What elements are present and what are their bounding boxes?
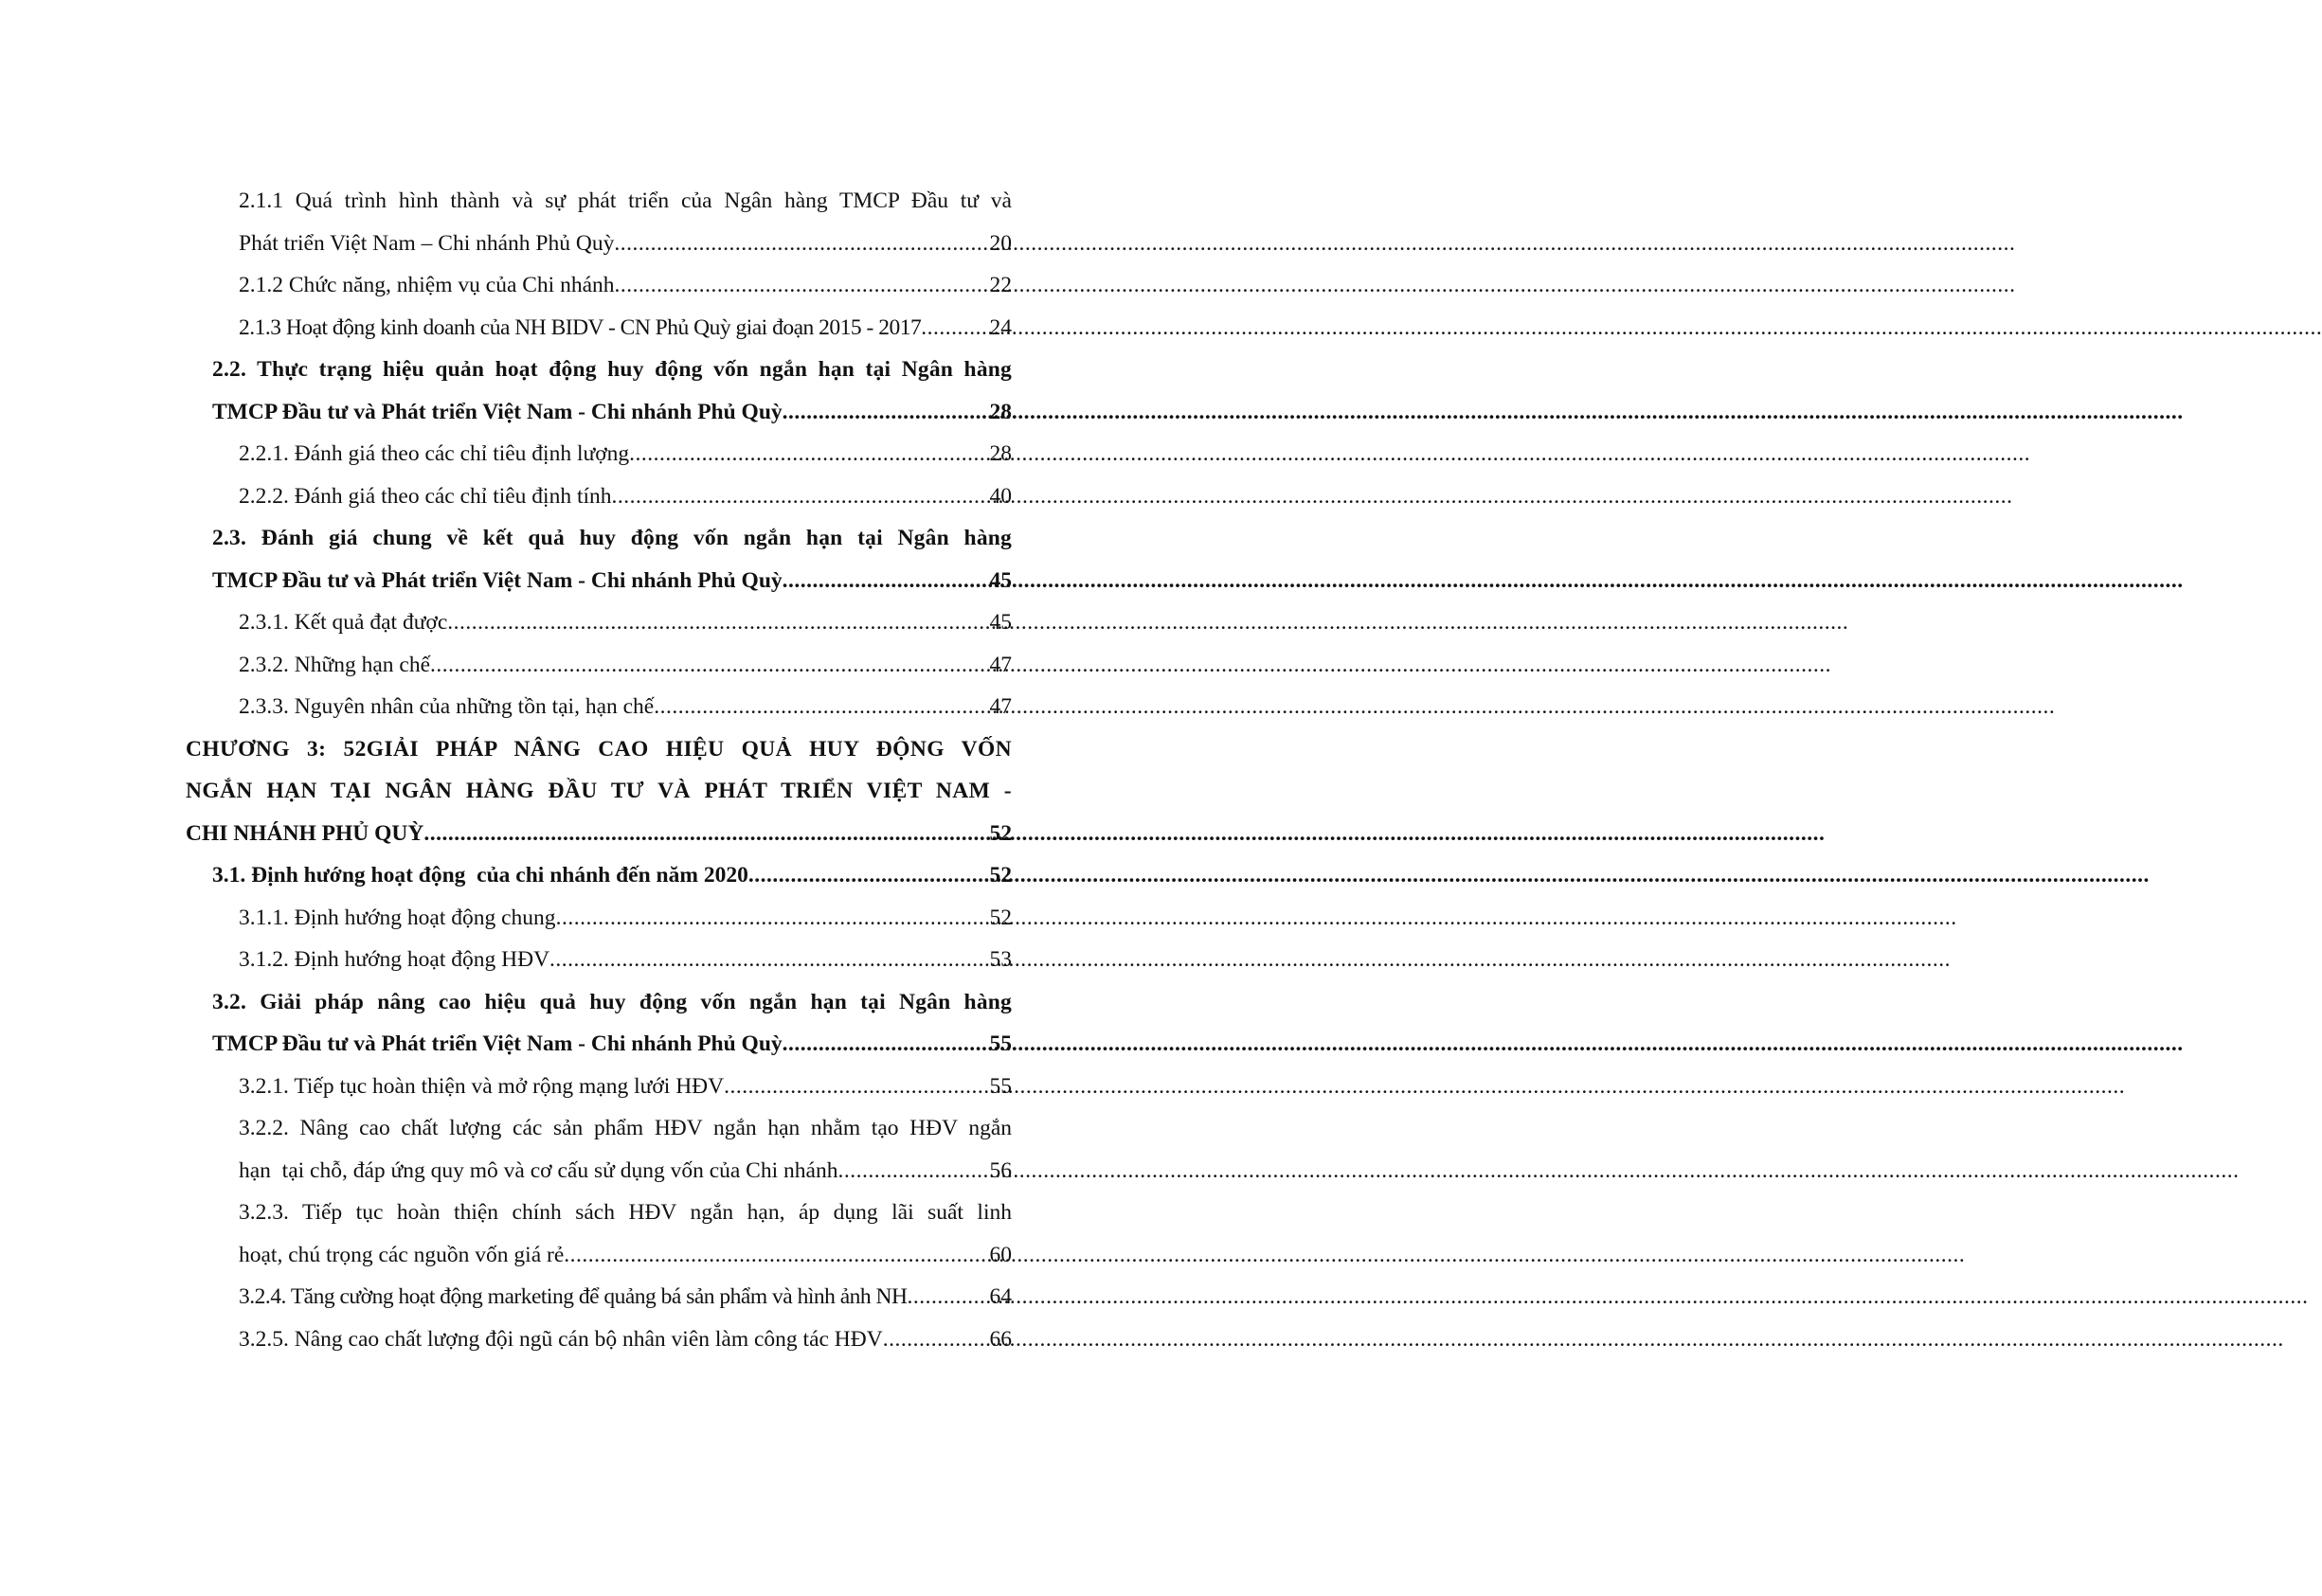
dot-leader [423,813,989,855]
page-number: 45 [989,610,1012,635]
dot-leader [614,223,989,265]
dot-leader [564,1234,989,1277]
toc-entry-3-1[interactable] [186,854,1012,897]
toc-entry-text: 2.3.2. Những hạn chế [239,652,430,677]
toc-entry-text: NGẮN HẠN TẠI NGÂN HÀNG ĐẦU TƯ VÀ PHÁT TRIỂN VIỆT NAM - [186,779,1012,803]
dot-leader [629,433,989,475]
toc-entry-text: TMCP Đầu tư và Phát triển Việt Nam - Chi nhánh Phủ Quỳ [212,1031,783,1056]
toc-entry-text: 2.2.1. Đánh giá theo các chỉ tiêu định lượng [239,441,630,466]
page-number: 28 [989,441,1012,466]
toc-entry-text: hạn tại chỗ, đáp ứng quy mô và cơ cấu sử dụng vốn của Chi nhánh [239,1157,838,1183]
dot-leader [724,1066,989,1108]
page-number: 22 [989,273,1012,297]
toc-entry-2-1-1[interactable] [186,180,1012,264]
toc-entry-text: 3.2.2. Nâng cao chất lượng các sản phẩm HĐV ngắn hạn nhằm tạo HĐV ngắn [239,1116,1012,1140]
toc-entry-text: 3.2.5. Nâng cao chất lượng đội ngũ cán bộ nhân viên làm công tác HĐV [239,1326,883,1352]
toc-entry-text: 2.1.3 Hoạt động kinh doanh của NH BIDV - CN Phủ Quỳ giai đoạn 2015 - 2017 [239,314,922,340]
table-of-contents [186,180,1012,1360]
toc-entry-3-2-3[interactable] [186,1192,1012,1276]
dot-leader [783,391,990,434]
page-number: 52 [989,905,1012,930]
page-number: 24 [989,314,1012,340]
toc-entry-text: 2.1.1 Quá trình hình thành và sự phát triển của Ngân hàng TMCP Đầu tư và [239,188,1012,213]
dot-leader [615,264,990,307]
toc-entry-text: 3.2.3. Tiếp tục hoàn thiện chính sách HĐV ngắn hạn, áp dụng lãi suất linh [239,1200,1012,1225]
toc-entry-text: Phát triển Việt Nam – Chi nhánh Phủ Quỳ [239,230,615,256]
toc-entry-text: TMCP Đầu tư và Phát triển Việt Nam - Chi nhánh Phủ Quỳ [212,399,783,424]
page-number: 40 [989,483,1012,509]
page-number: 20 [989,230,1012,256]
page-number: 45 [989,567,1012,593]
toc-entry-3-2-2[interactable] [186,1107,1012,1192]
toc-entry-text: 3.2.1. Tiếp tục hoàn thiện và mở rộng mạng lưới HĐV [239,1073,725,1099]
dot-leader [883,1318,990,1361]
dot-leader [837,1150,989,1193]
toc-entry-3-2-4[interactable] [186,1276,1012,1318]
dot-leader [783,560,990,602]
toc-entry-2-3-2[interactable] [186,644,1012,687]
toc-entry-2-3-3[interactable] [186,686,1012,728]
toc-entry-chapter-3[interactable] [186,728,1012,855]
toc-entry-3-2[interactable] [186,981,1012,1066]
dot-leader [556,897,990,940]
toc-entry-2-2-1[interactable] [186,433,1012,475]
toc-entry-3-1-1[interactable] [186,897,1012,940]
page-number: 60 [989,1242,1012,1267]
toc-entry-2-3-1[interactable] [186,601,1012,644]
toc-entry-text: 3.1. Định hướng hoạt động của chi nhánh đến năm 2020 [212,863,748,888]
toc-entry-text: hoạt, chú trọng các nguồn vốn giá rẻ [239,1242,565,1267]
toc-entry-text: 3.2. Giải pháp nâng cao hiệu quả huy động vốn ngắn hạn tại Ngân hàng [212,989,1012,1014]
toc-entry-2-2-2[interactable] [186,475,1012,518]
dot-leader [748,854,990,897]
toc-entry-2-1-3[interactable] [186,307,1012,350]
page-number: 55 [989,1031,1012,1056]
toc-entry-2-2[interactable] [186,349,1012,433]
dot-leader [612,475,990,518]
dot-leader [907,1276,989,1318]
toc-entry-3-2-5[interactable] [186,1318,1012,1361]
page-number: 56 [989,1157,1012,1183]
page-number: 55 [989,1073,1012,1099]
toc-entry-3-2-1[interactable] [186,1066,1012,1108]
toc-entry-text: 3.2.4. Tăng cường hoạt động marketing để quảng bá sản phẩm và hình ảnh NH [239,1284,908,1309]
toc-entry-text: CHƯƠNG 3: 52GIẢI PHÁP NÂNG CAO HIỆU QUẢ HUY ĐỘNG VỐN [186,736,1012,762]
toc-entry-text: 2.2. Thực trạng hiệu quản hoạt động huy động vốn ngắn hạn tại Ngân hàng [212,357,1012,382]
page-number: 28 [989,399,1012,424]
dot-leader [549,939,989,981]
toc-entry-text: CHI NHÁNH PHỦ QUỲ [186,820,424,846]
toc-entry-text: 2.3. Đánh giá chung về kết quả huy động vốn ngắn hạn tại Ngân hàng [212,526,1012,550]
page-number: 47 [989,694,1012,719]
toc-entry-2-1-2[interactable] [186,264,1012,307]
toc-entry-text: 2.2.2. Đánh giá theo các chỉ tiêu định tính [239,483,612,509]
toc-entry-text: 3.1.1. Định hướng hoạt động chung [239,905,556,930]
toc-entry-text: 2.3.3. Nguyên nhân của những tồn tại, hạn chế [239,694,655,719]
dot-leader [783,1023,990,1066]
toc-entry-text: 2.3.1. Kết quả đạt được [239,610,448,635]
dot-leader [654,686,989,728]
page-number: 52 [989,863,1012,888]
toc-entry-3-1-2[interactable] [186,939,1012,981]
toc-entry-text: 3.1.2. Định hướng hoạt động HĐV [239,947,550,972]
page-number: 52 [989,820,1012,846]
page-number: 53 [989,947,1012,972]
dot-leader [921,307,989,350]
page-number: 66 [989,1326,1012,1352]
toc-entry-text: TMCP Đầu tư và Phát triển Việt Nam - Chi nhánh Phủ Quỳ [212,567,783,593]
page-number: 64 [989,1284,1012,1309]
dot-leader [447,601,989,644]
dot-leader [430,644,990,687]
toc-entry-text: 2.1.2 Chức năng, nhiệm vụ của Chi nhánh [239,273,615,297]
toc-entry-2-3[interactable] [186,517,1012,601]
page-number: 47 [989,652,1012,677]
